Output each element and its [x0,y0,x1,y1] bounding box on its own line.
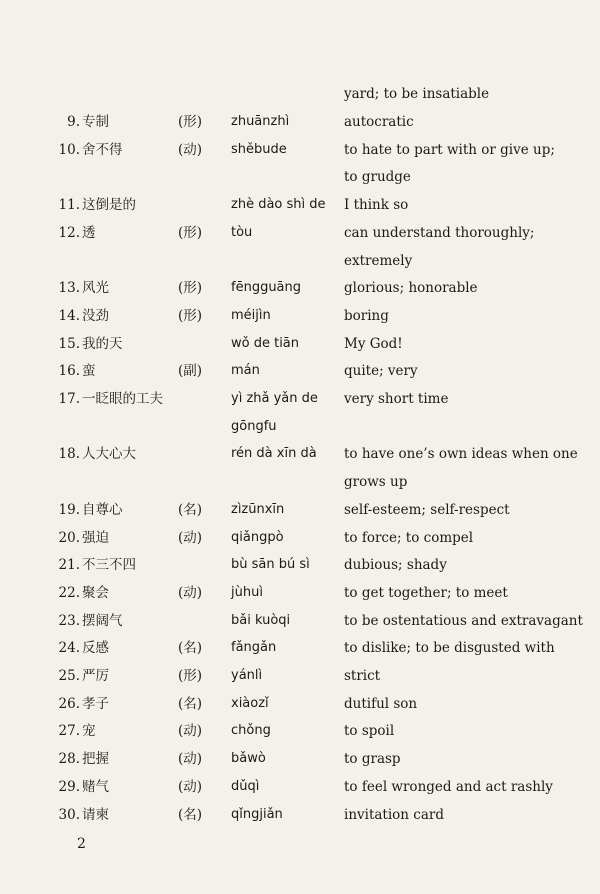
entry-pinyin: qǐngjiǎn [231,806,283,822]
vocab-entry [0,136,600,164]
vocab-entry [0,579,600,607]
entry-pinyin: tòu [231,224,253,240]
entry-pinyin: bù sān bú sì [231,557,310,573]
entry-english: to hate to part with or give up; [344,141,555,158]
vocab-entry [0,274,600,302]
entry-word: 风光 [82,280,109,297]
entry-word: 自尊心 [82,501,123,518]
entry-english: to have one’s own ideas when one [344,446,578,463]
entry-pinyin: bǎi kuòqi [231,612,291,628]
entry-pinyin: dǔqì [231,778,260,794]
vocab-entry [0,801,600,829]
entry-part-of-speech: (动) [178,778,203,795]
entry-pinyin: bǎwò [231,751,266,767]
entry-word: 把握 [82,751,109,768]
entry-english: to be ostentatious and extravagant [344,612,583,629]
entry-english: glorious; honorable [344,280,478,297]
vocab-entry [0,634,600,662]
entry-number: 18. [58,446,80,463]
entry-english: dubious; shady [344,557,447,574]
vocab-entry [0,357,600,385]
vocab-entry [0,745,600,773]
entry-number: 20. [58,529,80,546]
entry-number: 12. [58,224,80,241]
entry-pinyin: shěbude [231,141,287,157]
entry-number: 26. [58,695,80,712]
entry-part-of-speech: (名) [178,695,203,712]
entry-word: 舍不得 [82,141,123,158]
entry-english: dutiful son [344,695,418,712]
entry-number: 13. [58,280,80,297]
vocab-entry [0,524,600,552]
entry-english: My God! [344,335,403,352]
entry-part-of-speech: (形) [178,114,203,130]
vocab-entry [0,219,600,247]
entry-word: 赌气 [82,778,109,795]
entry-part-of-speech: (名) [178,806,203,823]
entry-english-continuation: to grudge [344,169,411,186]
vocab-entry [0,773,600,801]
entry-number: 17. [58,391,80,407]
vocab-entry [0,440,600,468]
entry-number: 15. [58,335,80,352]
entry-number: 22. [58,584,80,601]
entry-english: invitation card [344,806,444,823]
entry-english: strict [344,668,381,684]
entry-pinyin: jùhuì [231,584,263,600]
entry-number: 9. [67,114,80,130]
entry-part-of-speech: (形) [178,224,203,241]
continuation-line [0,80,600,108]
entry-part-of-speech: (名) [178,640,203,657]
entry-pinyin: chǒng [231,723,271,739]
entry-word: 宠 [82,723,96,740]
entry-pinyin: mán [231,363,260,379]
entry-number: 16. [58,363,80,380]
entry-word: 蛮 [82,363,96,380]
entry-word: 聚会 [82,584,109,601]
vocab-entry-continuation [0,163,600,191]
entry-number: 27. [58,723,80,740]
entry-word: 专制 [82,114,109,130]
entry-word: 这倒是的 [82,197,136,214]
entry-english: can understand thoroughly; [344,224,535,241]
vocab-entry-continuation [0,468,600,496]
entry-part-of-speech: (动) [178,723,203,740]
entry-pinyin: fǎngǎn [231,640,277,656]
entry-english-continuation: extremely [344,252,413,269]
entry-part-of-speech: (形) [178,280,203,297]
entry-number: 28. [58,751,80,768]
entry-pinyin: zìzūnxīn [231,501,285,517]
entry-number: 25. [58,668,80,684]
continuation-english: yard; to be insatiable [344,86,490,102]
entry-word: 没劲 [82,307,109,324]
page-number: 2 [77,836,86,852]
entry-part-of-speech: (形) [178,668,203,684]
vocab-entry [0,385,600,413]
entry-english: I think so [344,197,409,214]
entry-pinyin-continuation: gōngfu [231,418,277,434]
entry-number: 19. [58,501,80,518]
entry-pinyin: xiàozǐ [231,695,269,711]
entry-word: 强迫 [82,529,109,546]
entry-number: 29. [58,778,80,795]
entry-pinyin: fēngguāng [231,280,302,296]
entry-english: very short time [344,391,449,407]
entry-part-of-speech: (副) [178,363,203,380]
entry-english: boring [344,307,389,324]
entry-pinyin: yì zhǎ yǎn de [231,391,318,406]
vocab-entry [0,551,600,579]
vocab-entry [0,330,600,358]
entry-number: 21. [58,557,80,574]
entry-english: to feel wronged and act rashly [344,778,553,795]
vocab-entry [0,108,600,136]
vocab-entry [0,690,600,718]
entry-part-of-speech: (动) [178,529,203,546]
entry-part-of-speech: (动) [178,141,203,158]
entry-pinyin: yánlì [231,668,263,683]
vocab-entry [0,662,600,690]
entry-number: 10. [58,141,80,158]
entry-number: 14. [58,307,80,324]
vocab-entry [0,191,600,219]
vocab-entry [0,607,600,635]
entry-pinyin: méijìn [231,307,271,323]
entry-part-of-speech: (形) [178,307,203,324]
vocab-entry-continuation [0,247,600,275]
entry-number: 30. [58,806,80,823]
entry-pinyin: zhè dào shì de [231,197,326,213]
entry-part-of-speech: (动) [178,751,203,768]
entry-word: 严厉 [82,668,109,684]
entry-pinyin: wǒ de tiān [231,335,300,351]
entry-english: to get together; to meet [344,584,508,601]
entry-english-continuation: grows up [344,474,408,491]
vocab-entry [0,302,600,330]
entry-word: 请柬 [82,806,109,823]
entry-word: 孝子 [82,695,109,712]
entry-english: to dislike; to be disgusted with [344,640,555,657]
entry-english: to force; to compel [344,529,474,546]
entry-english: autocratic [344,114,414,130]
entry-word: 反感 [82,640,109,657]
entry-part-of-speech: (名) [178,501,203,518]
entry-word: 不三不四 [82,557,136,574]
entry-word: 我的天 [82,335,123,352]
entry-part-of-speech: (动) [178,584,203,601]
entry-english: to spoil [344,723,395,740]
entry-word: 一眨眼的工夫 [82,391,163,407]
entry-pinyin: zhuānzhì [231,114,290,129]
entry-number: 23. [58,612,80,629]
entry-word: 摆阔气 [82,612,123,629]
entry-english: self-esteem; self-respect [344,501,510,518]
entry-pinyin: qiǎngpò [231,529,284,545]
vocab-entry [0,496,600,524]
entry-english: quite; very [344,363,418,380]
entry-english: to grasp [344,751,401,768]
entry-number: 11. [58,197,80,214]
entry-number: 24. [58,640,80,657]
entry-pinyin: rén dà xīn dà [231,446,317,462]
vocab-entry-continuation [0,413,600,441]
entry-word: 透 [82,224,96,241]
vocab-entry [0,717,600,745]
entry-word: 人大心大 [82,446,136,463]
